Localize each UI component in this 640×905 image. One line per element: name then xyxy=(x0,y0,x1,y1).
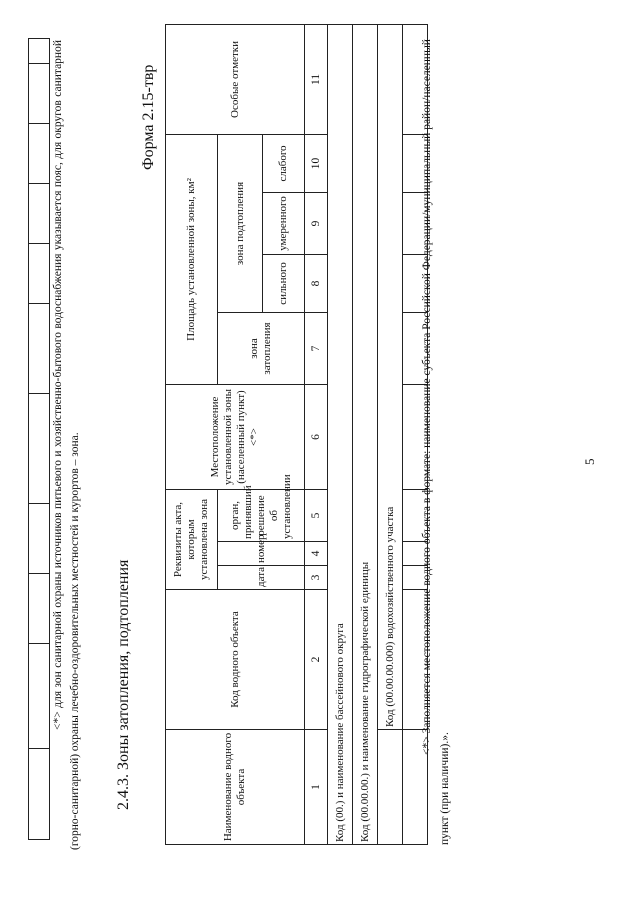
page-number: 5 xyxy=(582,458,597,465)
column-number: 2 xyxy=(305,590,328,730)
row-water-section: Код (00.00.00.000) водохозяйственного участка xyxy=(378,24,403,729)
column-number: 1 xyxy=(305,730,328,845)
header-notes: Особые отметки xyxy=(166,24,305,134)
strip-divider xyxy=(29,748,49,749)
header-weak: слабого xyxy=(263,134,305,192)
header-location: Местоположение установленной зоны (населенный пункт) <*> xyxy=(166,385,305,490)
strip-divider xyxy=(29,243,49,244)
strip-divider xyxy=(29,393,49,394)
column-number: 5 xyxy=(305,490,328,542)
column-number: 10 xyxy=(305,134,328,192)
strip-divider xyxy=(29,63,49,64)
header-strong: сильного xyxy=(263,255,305,313)
strip-divider xyxy=(29,183,49,184)
column-number: 6 xyxy=(305,385,328,490)
row-water-indent xyxy=(378,730,403,845)
header-act-group: Реквизиты акта, которым установлена зона xyxy=(166,490,218,590)
bottom-footnote: <*> Заполняется местоположение водного объекта в формате: наименование субъекта Российской Федерации/муниципальный район/населенный пункт (при наличии).». xyxy=(421,39,451,845)
previous-table-strip xyxy=(28,38,50,840)
column-number: 11 xyxy=(305,24,328,134)
column-number: 4 xyxy=(305,542,328,566)
section-title: 2.4.3. Зоны затопления, подтопления xyxy=(115,559,132,810)
row-hydro-unit: Код (00.00.00.) и наименование гидрографической единицы xyxy=(353,24,378,844)
flood-zones-table xyxy=(165,24,428,845)
strip-divider xyxy=(29,123,49,124)
column-number: 8 xyxy=(305,255,328,313)
header-flood-zone: зона затопления xyxy=(218,313,305,385)
header-organ: орган, принявший решение об установлении xyxy=(218,490,305,542)
strip-divider xyxy=(29,573,49,574)
header-name: Наименование водного объекта xyxy=(166,730,305,845)
header-date: дата xyxy=(218,566,305,590)
column-number: 7 xyxy=(305,313,328,385)
column-number: 3 xyxy=(305,566,328,590)
strip-divider xyxy=(29,503,49,504)
column-number: 9 xyxy=(305,193,328,255)
strip-divider xyxy=(29,643,49,644)
header-area-group: Площадь установленной зоны, км² xyxy=(166,134,218,384)
form-label: Форма 2.15-твр xyxy=(140,64,157,170)
header-underflood-group: зона подтопления xyxy=(218,134,263,312)
strip-divider xyxy=(29,303,49,304)
header-number: номер xyxy=(218,542,305,566)
top-footnote: <*> для зон санитарной охраны источников питьевого и хозяйственно-бытового водоснабжения указывается пояс, для округов санитарной (горно-санитарной) охраны лечебно-оздоровительных местностей и курортов – зона. xyxy=(52,40,81,850)
row-basin: Код (00.) и наименование бассейнового округа xyxy=(328,24,353,844)
header-moderate: умеренного xyxy=(263,193,305,255)
header-code: Код водного объекта xyxy=(166,590,305,730)
